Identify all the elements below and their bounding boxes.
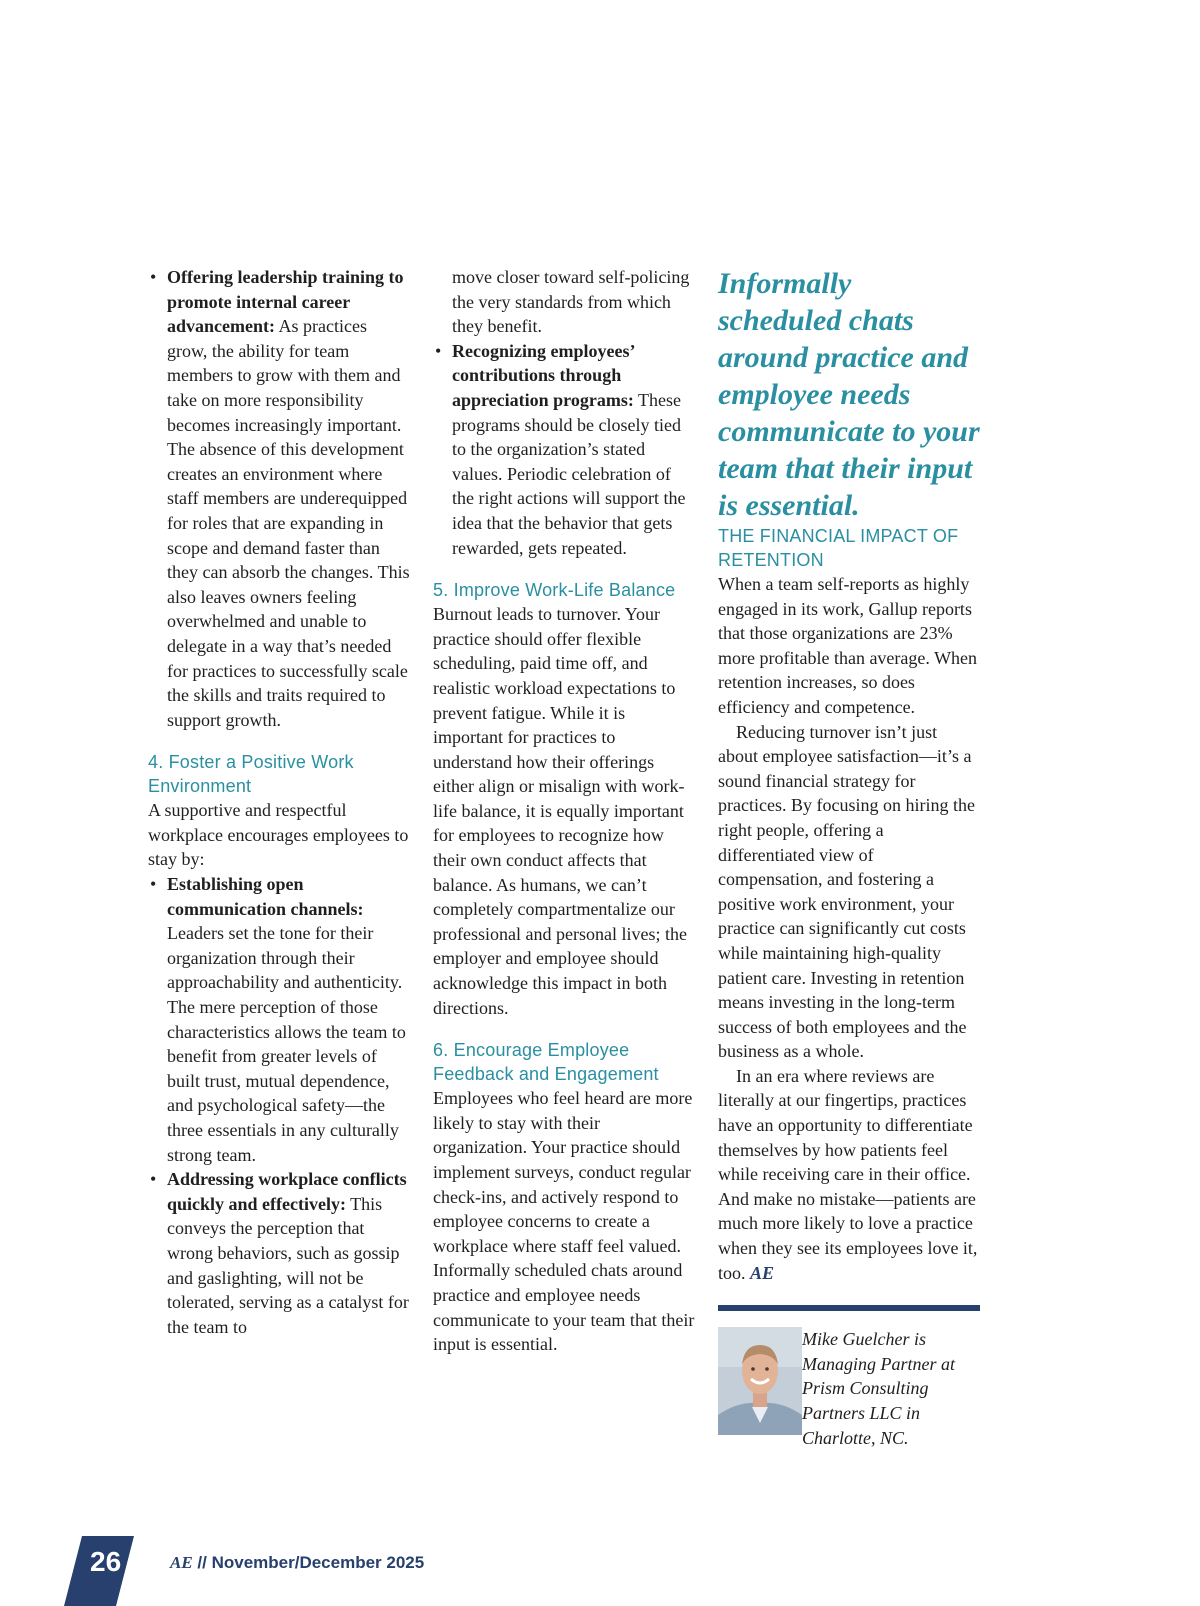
paragraph: Employees who feel heard are more likely to stay with their organization. Your practice should implement surveys, conduct regular check-ins, and actively respond to employee concerns to create a workplace where staff feel valued. Informally scheduled chats around practice and employee needs communicate to your team that their input is essential. — [433, 1088, 695, 1355]
bullet-text: These programs should be closely tied to the organization’s stated values. Periodic celebration of the right actions will support the idea that the behavior that gets rewarded, gets repeated. — [452, 389, 686, 558]
article-column-1 — [148, 265, 410, 1339]
paragraph — [718, 1064, 980, 1285]
paragraph: When a team self-reports as highly engaged in its work, Gallup reports that those organizations are 23% more profitable than average. When retention increases, so does efficiency and competence. — [718, 574, 978, 717]
bullet-lead: Recognizing employees’ contributions through appreciation programs: — [452, 340, 635, 410]
bullet-list — [148, 265, 410, 732]
list-item — [433, 339, 695, 560]
bullet-text: As practices grow, the ability for team members to grow with them and take on more responsibility becomes increasingly important. The absence of this development creates an environment where staff members are underequipped for roles that are expanding in scope and demand faster than they can absorb the changes. This also leaves owners feeling overwhelmed and unable to delegate in a way that’s needed for practices to successfully scale the skills and traits required to support growth. — [167, 316, 410, 730]
article-column-3 — [718, 265, 980, 1450]
author-photo — [718, 1327, 802, 1435]
page-number: 26 — [90, 1546, 122, 1577]
author-bio-text: Mike Guelcher is Managing Partner at Prism Consulting Partners LLC in Charlotte, NC. — [802, 1329, 955, 1448]
bullet-lead: Establishing open communication channels: — [167, 874, 364, 919]
end-mark: AE — [750, 1262, 775, 1283]
bio-divider — [718, 1305, 980, 1311]
issue-date: // November/December 2025 — [192, 1553, 425, 1572]
list-item — [148, 872, 410, 1167]
paragraph: Reducing turnover isn’t just about employee satisfaction—it’s a sound financial strategy for practices. By focusing on hiring the right people, offering a differentiated view of compensation, and fostering a positive work environment, your practice can significantly cut costs while maintaining high-quality patient care. Investing in retention means investing in the long-term success of both employees and the business as a whole. — [718, 721, 975, 1062]
bullet-list — [433, 339, 695, 560]
list-item — [148, 1167, 410, 1339]
bullet-text: This conveys the perception that wrong behaviors, such as gossip and gaslighting, will not be tolerated, serving as a catalyst for the team to — [167, 1193, 409, 1337]
section-heading-6: 6. Encourage Employee Feedback and Engagement — [433, 1040, 659, 1085]
list-item — [148, 265, 410, 732]
magazine-logo: AE — [170, 1553, 193, 1572]
author-bio — [718, 1327, 980, 1450]
section-heading-4: 4. Foster a Positive Work Environment — [148, 752, 354, 797]
pull-quote: Informally scheduled chats around practice and employee needs communicate to your team that their input is essential. — [718, 267, 980, 522]
paragraph-text: In an era where reviews are literally at our fingertips, practices have an opportunity to differentiate themselves by how patients feel while receiving care in their office. And make no mistake—patients are much more likely to love a practice when they see its employees love it, too. — [718, 1065, 978, 1283]
paragraph: Burnout leads to turnover. Your practice should offer flexible scheduling, paid time off, and realistic workload expectations to prevent fatigue. While it is important for practices to understand how their offerings either align or misalign with work-life balance, it is equally important for employees to recognize how their own conduct affects that balance. As humans, we can’t completely compartmentalize our professional and personal lives; the employer and employee should acknowledge this impact in both directions. — [433, 604, 687, 1018]
paragraph: A supportive and respectful workplace encourages employees to stay by: — [148, 800, 409, 870]
section-heading-5: 5. Improve Work-Life Balance — [433, 580, 676, 601]
bullet-text: Leaders set the tone for their organization through their approachability and authenticity. The mere perception of those characteristics allows the team to benefit from greater levels of built trust, mutual dependence, and psychological safety—the three essentials in any culturally strong team. — [167, 923, 406, 1165]
section-heading-financial: THE FINANCIAL IMPACT OF RETENTION — [718, 526, 959, 570]
footer — [170, 1553, 424, 1573]
bullet-lead: Offering leadership training to promote internal career advancement: — [167, 267, 404, 337]
article-column-2 — [433, 265, 695, 1357]
bullet-list — [148, 872, 410, 1339]
bullet-lead: Addressing workplace conflicts quickly and effectively: — [167, 1169, 407, 1214]
continued-text: move closer toward self-policing the very standards from which they benefit. — [452, 267, 690, 337]
